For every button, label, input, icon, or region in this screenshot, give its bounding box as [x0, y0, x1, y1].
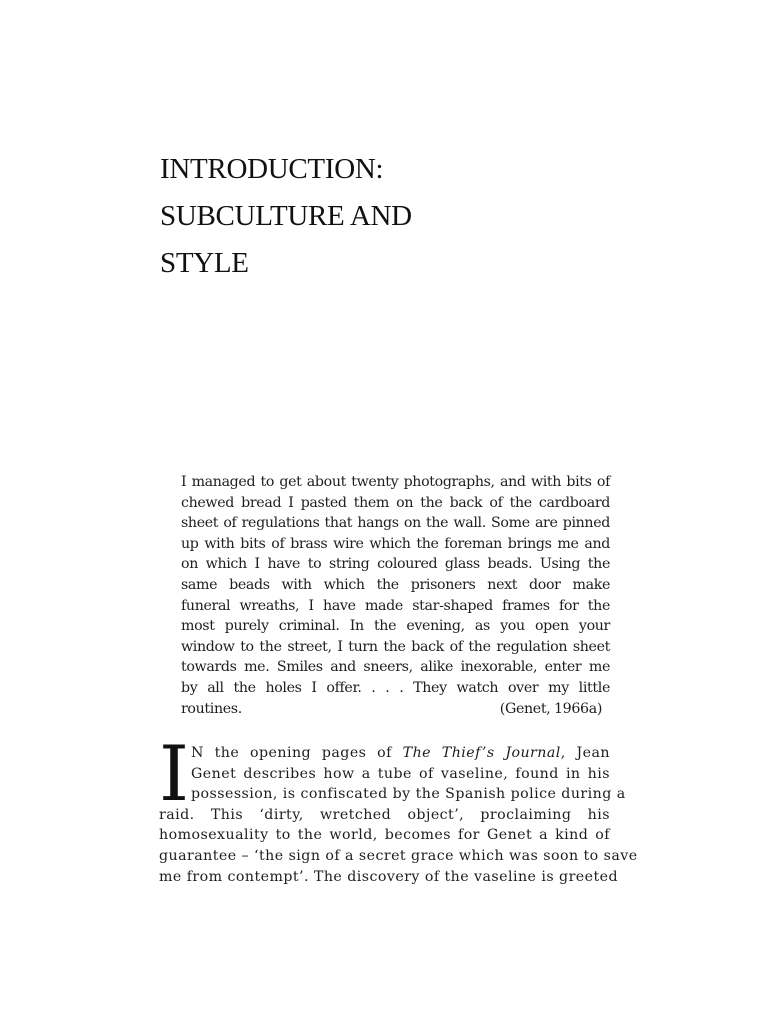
- epigraph-line: I managed to get about twenty photographs, and with bits of: [181, 474, 610, 490]
- book-title: The Thief’s Journal: [402, 745, 561, 761]
- epigraph: [181, 472, 610, 719]
- epigraph-line: on which I have to string coloured glass beads. Using the: [181, 556, 610, 573]
- body-line: homosexuality to the world, becomes for Genet a kind of: [159, 827, 610, 844]
- body-line: Genet describes how a tube of vaseline, found in his: [191, 765, 610, 782]
- body-line: guarantee – ‘the sign of a secret grace which was soon to save: [159, 847, 638, 864]
- epigraph-line: same beads with which the prisoners next door make: [181, 576, 610, 593]
- drop-cap: I: [159, 729, 190, 818]
- body-line: possession, is confiscated by the Spanish police during a: [191, 786, 626, 803]
- epigraph-line: sheet of regulations that hangs on the wall. Some are pinned: [181, 515, 610, 532]
- epigraph-line: up with bits of brass wire which the foreman brings me and: [181, 535, 610, 552]
- body-line: me from contempt’. The discovery of the vaseline is greeted: [159, 868, 619, 885]
- epigraph-line: towards me. Smiles and sneers, alike inexorable, enter me: [181, 659, 610, 676]
- body-line: [159, 743, 610, 764]
- body-line-text: N the opening pages of: [191, 745, 403, 761]
- epigraph-line: chewed bread I pasted them on the back of the cardboard: [181, 494, 610, 511]
- body-line: raid. This ‘dirty, wretched object’, proclaiming his: [159, 806, 610, 823]
- epigraph-line: funeral wreaths, I have made star-shaped frames for the: [181, 597, 610, 614]
- epigraph-line: window to the street, I turn the back of the regulation sheet: [181, 638, 610, 655]
- chapter-title-line: INTRODUCTION:: [160, 153, 384, 185]
- chapter-title: [160, 146, 620, 287]
- body-paragraph: [159, 743, 638, 887]
- epigraph-citation: (Genet, 1966a): [499, 700, 602, 717]
- epigraph-last-line: [181, 699, 610, 720]
- chapter-title-line: STYLE: [160, 247, 249, 279]
- body-line-text: , Jean: [560, 745, 610, 761]
- epigraph-line: most purely criminal. In the evening, as you open your: [181, 618, 610, 635]
- chapter-title-line: SUBCULTURE AND: [160, 200, 412, 232]
- epigraph-line: by all the holes I offer. . . . They watch over my little: [181, 679, 610, 696]
- epigraph-last-text: routines.: [181, 700, 242, 717]
